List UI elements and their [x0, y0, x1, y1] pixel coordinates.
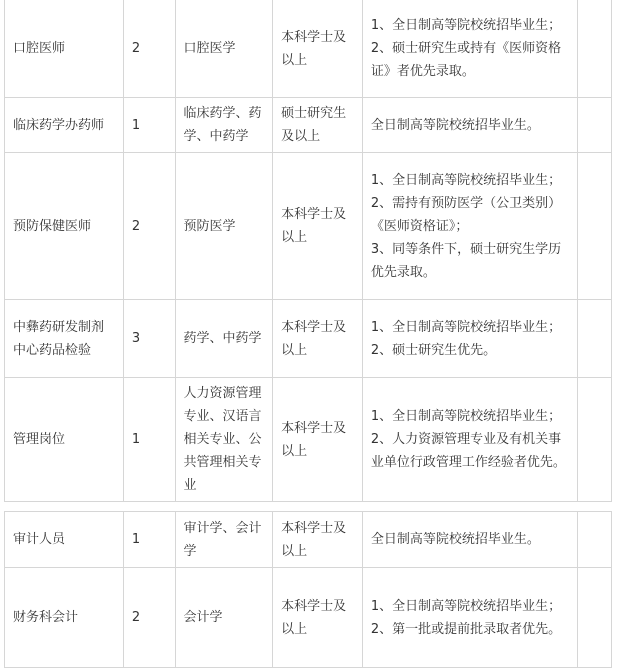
note-cell	[578, 300, 612, 378]
table-row	[5, 98, 612, 153]
position-cell: 临床药学办药师	[5, 98, 124, 153]
requirement-line: 1、全日制高等院校统招毕业生；	[370, 18, 562, 33]
requirement-line: 1、全日制高等院校统招毕业生；	[370, 319, 562, 335]
requirements-cell	[362, 98, 577, 153]
major-cell: 人力资源管理专业、汉语言相关专业、公共管理相关专业	[175, 378, 273, 502]
recruitment-table-upper	[4, 0, 612, 502]
table-row	[5, 153, 612, 300]
degree-cell: 硕士研究生及以上	[273, 98, 363, 153]
requirement-line: 全日制高等院校统招毕业生。	[370, 117, 540, 133]
table-row	[5, 568, 612, 668]
major-cell: 审计学、会计学	[175, 512, 273, 568]
note-cell	[578, 568, 612, 668]
count-cell: 2	[123, 568, 175, 668]
count-cell: 1	[123, 378, 175, 502]
position-cell: 口腔医师	[5, 0, 124, 98]
recruitment-table-lower	[4, 511, 612, 668]
major-cell: 会计学	[175, 568, 273, 668]
table-row	[5, 0, 612, 98]
requirement-line: 全日制高等院校统招毕业生。	[370, 532, 540, 547]
count-cell: 1	[123, 512, 175, 568]
requirement-line: 2、硕士研究生或持有《医师资格证》者优先录取。	[370, 41, 562, 79]
note-cell	[578, 0, 612, 98]
note-cell	[578, 512, 612, 568]
major-cell: 临床药学、药学、中药学	[175, 98, 273, 153]
requirement-line: 2、第一批或提前批录取者优先。	[370, 621, 562, 637]
position-cell: 管理岗位	[5, 378, 124, 502]
count-cell: 3	[123, 300, 175, 378]
requirements-cell	[362, 378, 577, 502]
degree-cell: 本科学士及以上	[273, 300, 363, 378]
requirement-line: 2、硕士研究生优先。	[370, 342, 497, 358]
requirements-cell	[362, 0, 577, 98]
degree-cell: 本科学士及以上	[273, 153, 363, 300]
degree-cell: 本科学士及以上	[273, 378, 363, 502]
position-cell: 审计人员	[5, 512, 124, 568]
position-cell: 财务科会计	[5, 568, 124, 668]
note-cell	[578, 378, 612, 502]
major-cell: 预防医学	[175, 153, 273, 300]
requirement-line: 2、需持有预防医学（公卫类别）《医师资格证》；	[370, 195, 562, 234]
requirements-cell	[362, 300, 577, 378]
degree-cell: 本科学士及以上	[273, 512, 363, 568]
count-cell: 1	[123, 98, 175, 153]
note-cell	[578, 98, 612, 153]
table-row	[5, 512, 612, 568]
requirement-line: 1、全日制高等院校统招毕业生；	[370, 598, 562, 614]
count-cell: 2	[123, 153, 175, 300]
table-row	[5, 378, 612, 502]
count-cell: 2	[123, 0, 175, 98]
degree-cell: 本科学士及以上	[273, 0, 363, 98]
requirement-line: 3、同等条件下，硕士研究生学历优先录取。	[370, 241, 562, 280]
note-cell	[578, 153, 612, 300]
position-cell: 中彝药研发制剂中心药品检验	[5, 300, 124, 378]
table-row	[5, 300, 612, 378]
requirement-line: 1、全日制高等院校统招毕业生；	[370, 172, 562, 188]
major-cell: 药学、中药学	[175, 300, 273, 378]
requirements-cell	[362, 512, 577, 568]
requirement-line: 1、全日制高等院校统招毕业生；	[370, 409, 562, 424]
major-cell: 口腔医学	[175, 0, 273, 98]
requirements-cell	[362, 568, 577, 668]
requirements-cell	[362, 153, 577, 300]
requirement-line: 2、人力资源管理专业及有机关事业单位行政管理工作经验者优先。	[370, 432, 566, 470]
degree-cell: 本科学士及以上	[273, 568, 363, 668]
position-cell: 预防保健医师	[5, 153, 124, 300]
